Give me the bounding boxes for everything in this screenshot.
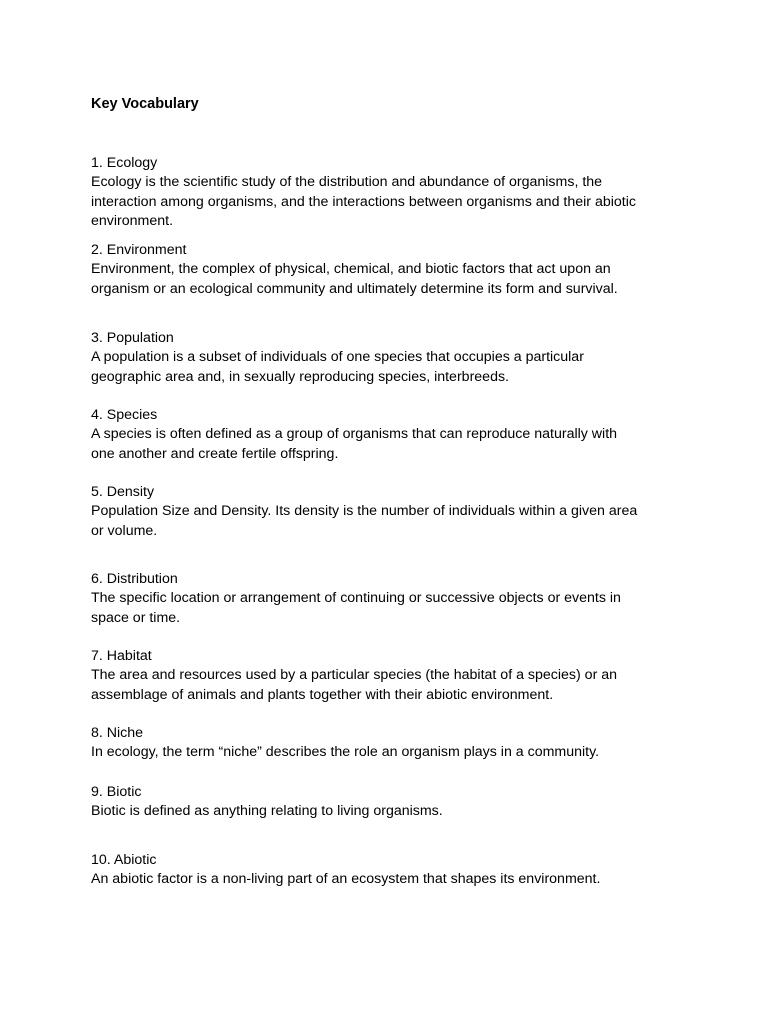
vocabulary-entry-niche	[91, 724, 691, 763]
term-niche: 8. Niche	[91, 725, 144, 741]
document-title: Key Vocabulary	[91, 96, 199, 112]
definition-line: Population Size and Density. Its density is the number of individuals within a given area	[91, 503, 638, 520]
definition-line: assemblage of animals and plants together with their abiotic environment.	[91, 686, 554, 703]
term-population: 3. Population	[91, 330, 174, 346]
definition-ecology	[91, 173, 691, 231]
definition-line: Ecology is the scientific study of the distribution and abundance of organisms, the	[91, 174, 603, 191]
term-ecology: 1. Ecology	[91, 155, 158, 171]
term-environment: 2. Environment	[91, 242, 187, 258]
definition-line: An abiotic factor is a non-living part of an ecosystem that shapes its environment.	[91, 871, 601, 888]
definition-line: or volume.	[91, 522, 158, 539]
vocabulary-entry-environment	[91, 241, 691, 299]
definition-line: environment.	[91, 213, 174, 230]
definition-line: space or time.	[91, 609, 181, 626]
term-species: 4. Species	[91, 407, 158, 423]
vocabulary-entry-ecology	[91, 154, 691, 232]
definition-line: Biotic is defined as anything relating to living organisms.	[91, 803, 443, 820]
definition-habitat	[91, 666, 691, 705]
definition-population	[91, 348, 691, 387]
definition-species	[91, 425, 691, 464]
definition-distribution	[91, 589, 691, 628]
definition-density	[91, 502, 691, 541]
definition-line: A population is a subset of individuals of one species that occupies a particular	[91, 349, 584, 366]
vocabulary-entry-species	[91, 406, 691, 464]
definition-line: In ecology, the term “niche” describes the role an organism plays in a community.	[91, 744, 600, 761]
vocabulary-entry-population	[91, 329, 691, 387]
definition-line: The specific location or arrangement of continuing or successive objects or events in	[91, 590, 621, 607]
vocabulary-entry-abiotic	[91, 851, 691, 890]
term-biotic: 9. Biotic	[91, 784, 142, 800]
vocabulary-entry-habitat	[91, 647, 691, 705]
definition-line: organism or an ecological community and ultimately determine its form and survival.	[91, 280, 618, 297]
definition-line: interaction among organisms, and the interactions between organisms and their abiotic	[91, 193, 636, 210]
vocabulary-entry-density	[91, 483, 691, 541]
vocabulary-entry-distribution	[91, 570, 691, 628]
definition-environment	[91, 260, 691, 299]
term-habitat: 7. Habitat	[91, 648, 152, 664]
definition-line: A species is often defined as a group of organisms that can reproduce naturally with	[91, 426, 618, 443]
term-abiotic: 10. Abiotic	[91, 852, 157, 868]
definition-biotic	[91, 802, 691, 821]
definition-niche	[91, 743, 691, 762]
definition-line: one another and create fertile offspring.	[91, 445, 339, 462]
vocabulary-entry-biotic	[91, 783, 691, 822]
term-distribution: 6. Distribution	[91, 571, 178, 587]
definition-line: Environment, the complex of physical, chemical, and biotic factors that act upon an	[91, 261, 611, 278]
term-density: 5. Density	[91, 484, 155, 500]
definition-line: The area and resources used by a particular species (the habitat of a species) or an	[91, 667, 618, 684]
definition-abiotic	[91, 870, 691, 889]
definition-line: geographic area and, in sexually reproducing species, interbreeds.	[91, 368, 509, 385]
